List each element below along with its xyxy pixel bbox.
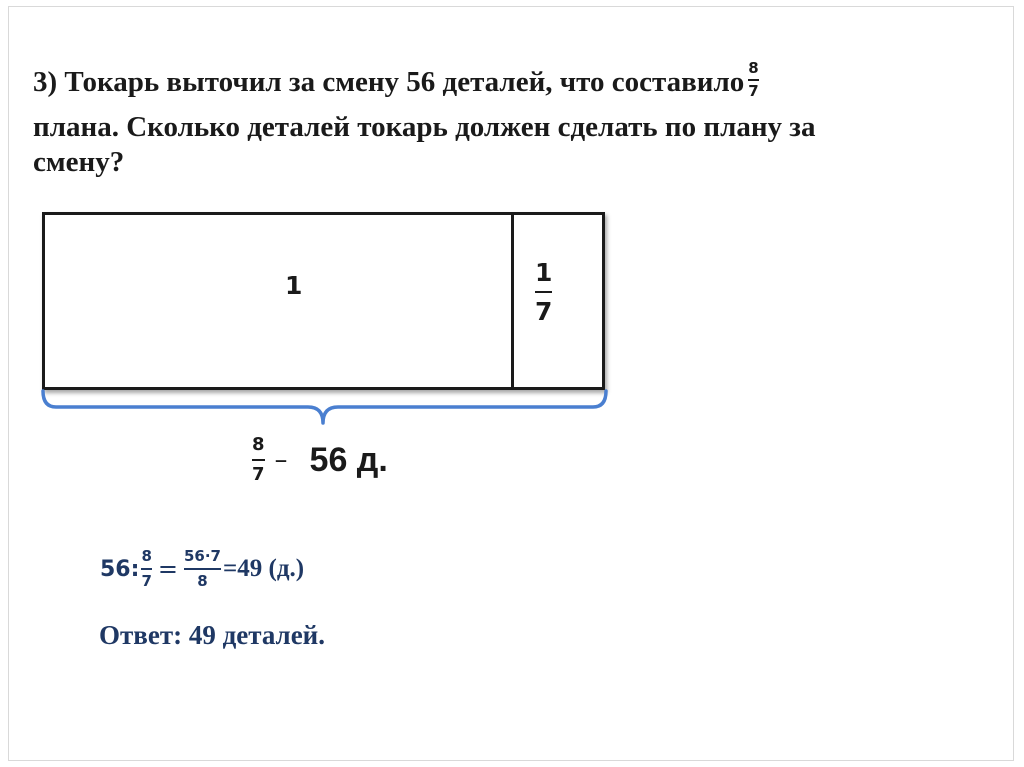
problem-fraction [748,61,758,99]
total-quantity-label [252,436,388,484]
problem-fraction-numerator: 8 [748,59,759,78]
equals-sign: = [157,555,178,583]
equation-result: =49 (д.) [223,555,305,582]
segment-divider [511,215,514,387]
solution-equation [100,549,304,589]
extra-part-fraction [535,260,552,324]
brace-icon [40,389,610,435]
answer-text: Ответ: 49 деталей. [99,620,325,650]
problem-line-2: плана. Сколько деталей токарь должен сделать по плану за [33,111,816,143]
total-fraction [252,436,265,484]
division-sign: : [130,556,140,582]
total-fraction-numerator: 8 [252,434,265,455]
dash-symbol: – [274,445,288,475]
extra-part-denominator: 7 [535,297,553,326]
divisor-denominator: 7 [141,572,152,590]
problem-line-1-text: 3) Токарь выточил за смену 56 деталей, что составило [33,66,745,98]
problem-line-3: смену? [33,146,125,178]
divisor-numerator: 8 [141,547,152,565]
equation-lhs: 56 [100,556,131,582]
total-fraction-denominator: 7 [252,464,265,485]
product-numerator: 56·7 [183,547,221,565]
divisor-fraction [141,549,151,589]
plan-diagram-box [42,212,605,390]
quantity-text: 56 д. [309,440,388,479]
product-denominator: 8 [197,572,208,590]
problem-line-1 [33,60,973,105]
extra-part-numerator: 1 [535,258,553,287]
problem-statement [33,60,973,180]
problem-fraction-denominator: 7 [748,82,759,101]
product-fraction [184,549,221,589]
whole-plan-label: 1 [285,271,303,300]
